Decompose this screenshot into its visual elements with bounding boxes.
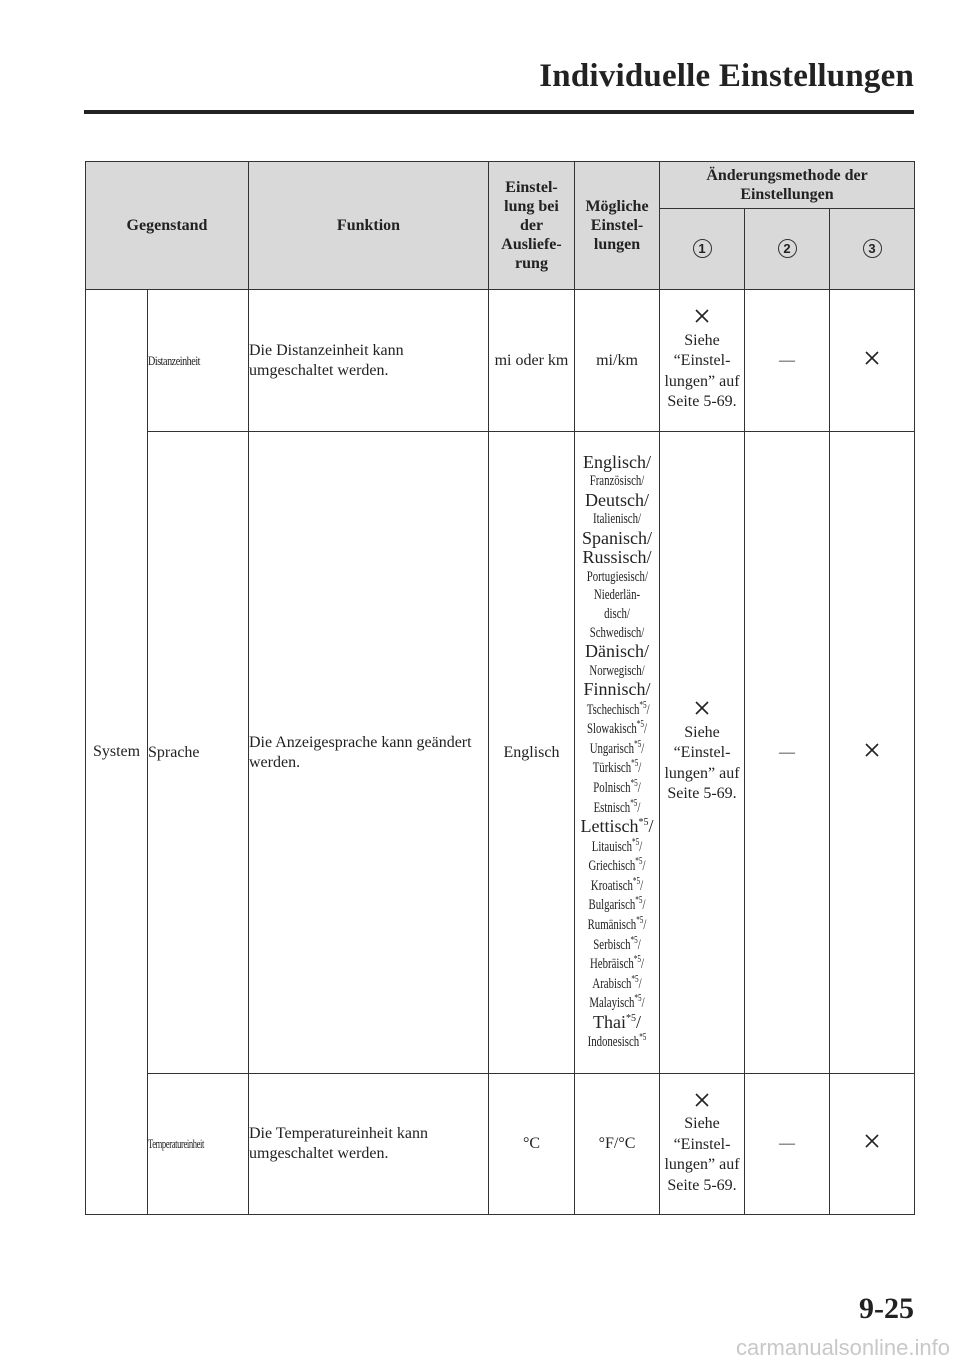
language-item: Türkisch$^{*5}$/ xyxy=(592,758,642,777)
item-label: Temperatureinheit xyxy=(148,1136,205,1151)
watermark: carmanualsonline.info xyxy=(735,1335,950,1360)
possible-cell: °F/°C xyxy=(575,1074,660,1215)
function-cell: Die Anzeigesprache kann geändert werden. xyxy=(249,432,489,1074)
language-item: Bulgarisch$^{*5}$/ xyxy=(588,895,646,914)
circled-1-icon: 1 xyxy=(693,239,712,258)
language-item: Kroatisch$^{*5}$/ xyxy=(590,875,644,894)
header-method-1 xyxy=(660,209,745,290)
language-item: Litauisch$^{*5}$/ xyxy=(591,836,643,855)
language-item: Finnisch/ xyxy=(583,679,651,700)
x-mark-icon xyxy=(694,700,710,716)
language-item: Italienisch/ xyxy=(593,511,641,528)
title-rule xyxy=(84,110,914,114)
language-item: Ungarisch$^{*5}$/ xyxy=(589,738,645,757)
language-item: Deutsch/ xyxy=(585,489,649,510)
circled-3-icon: 3 xyxy=(863,239,882,258)
language-item: Estnisch$^{*5}$/ xyxy=(593,797,641,816)
circled-2-icon: 2 xyxy=(778,239,797,258)
header-possible xyxy=(575,162,660,290)
language-item: Polnisch$^{*5}$/ xyxy=(593,778,641,797)
language-item: Russisch/ xyxy=(582,547,652,568)
language-item: Tschechisch$^{*5}$/ xyxy=(586,699,650,718)
method1-cell xyxy=(660,432,745,1074)
method3-cell xyxy=(830,1074,915,1215)
language-item: Spanisch/ xyxy=(582,527,652,548)
x-mark-icon xyxy=(864,742,880,758)
language-item: Slowakisch$^{*5}$/ xyxy=(586,719,648,738)
language-item: Schwedisch/ xyxy=(589,624,645,641)
x-mark-icon xyxy=(694,1092,710,1108)
method2-cell: — xyxy=(745,1074,830,1215)
item-cell: Sprache xyxy=(148,432,249,1074)
table-row xyxy=(86,290,915,432)
language-item: Englisch/ xyxy=(583,451,651,472)
header-default xyxy=(489,162,575,290)
language-item: Malayisch$^{*5}$/ xyxy=(589,993,645,1012)
method2-cell: — xyxy=(745,290,830,432)
method1-cell xyxy=(660,1074,745,1215)
default-cell: Englisch xyxy=(489,432,575,1074)
default-cell: °C xyxy=(489,1074,575,1215)
language-item: Hebräisch$^{*5}$/ xyxy=(590,954,644,973)
method3-cell xyxy=(830,290,915,432)
language-item: Portugiesisch/ xyxy=(586,568,648,585)
method3-cell xyxy=(830,432,915,1074)
default-cell: mi oder km xyxy=(489,290,575,432)
item-cell xyxy=(148,290,249,432)
table-row xyxy=(86,1074,915,1215)
header-method-3 xyxy=(830,209,915,290)
method2-cell: — xyxy=(745,432,830,1074)
method1-cell xyxy=(660,290,745,432)
page-title: Individuelle Einstellungen xyxy=(539,58,914,94)
header-funktion: Funktion xyxy=(249,162,489,290)
language-item: Lettisch$^{*5}$/ xyxy=(580,816,654,837)
language-item: Rumänisch$^{*5}$/ xyxy=(587,915,647,934)
group-system: System xyxy=(86,290,148,1215)
language-item: Norwegisch/ xyxy=(589,662,645,679)
language-item: Niederlän- xyxy=(593,587,641,604)
x-mark-icon xyxy=(694,308,710,324)
function-cell: Die Distanzeinheit kann umgeschaltet werden. xyxy=(249,290,489,432)
language-item: Serbisch$^{*5}$/ xyxy=(593,934,641,953)
possible-cell: mi/km xyxy=(575,290,660,432)
language-item: Indonesisch$^{*5}$ xyxy=(587,1032,647,1051)
method1-note: Siehe “Einstel- lungen” auf Seite 5-69. xyxy=(664,1115,740,1194)
function-cell: Die Temperatureinheit kann umgeschaltet werden. xyxy=(249,1074,489,1215)
header-possible-text: Mögliche Einstel- lungen xyxy=(585,197,649,254)
header-default-text: Einstel- lung bei der Ausliefe- rung xyxy=(501,178,562,273)
header-method-2 xyxy=(745,209,830,290)
item-label: Distanzeinheit xyxy=(148,352,201,368)
method1-note: Siehe “Einstel- lungen” auf Seite 5-69. xyxy=(664,331,740,411)
language-item: Thai$^{*5}$/ xyxy=(592,1012,641,1033)
method1-note: Siehe “Einstel- lungen” auf Seite 5-69. xyxy=(664,723,740,803)
language-item: disch/ xyxy=(604,606,630,623)
table-row xyxy=(86,432,915,1074)
x-mark-icon xyxy=(864,350,880,366)
language-item: Dänisch/ xyxy=(585,641,649,662)
item-cell xyxy=(148,1074,249,1215)
language-item: Griechisch$^{*5}$/ xyxy=(588,856,646,875)
settings-table xyxy=(85,161,915,1215)
header-gegenstand: Gegenstand xyxy=(86,162,249,290)
page-number: 9-25 xyxy=(859,1292,914,1325)
language-item: Arabisch$^{*5}$/ xyxy=(592,973,642,992)
language-list xyxy=(575,432,660,1074)
header-method: Änderungsmethode der Einstellungen xyxy=(660,162,915,209)
language-item: Französisch/ xyxy=(589,473,645,490)
x-mark-icon xyxy=(864,1133,880,1149)
